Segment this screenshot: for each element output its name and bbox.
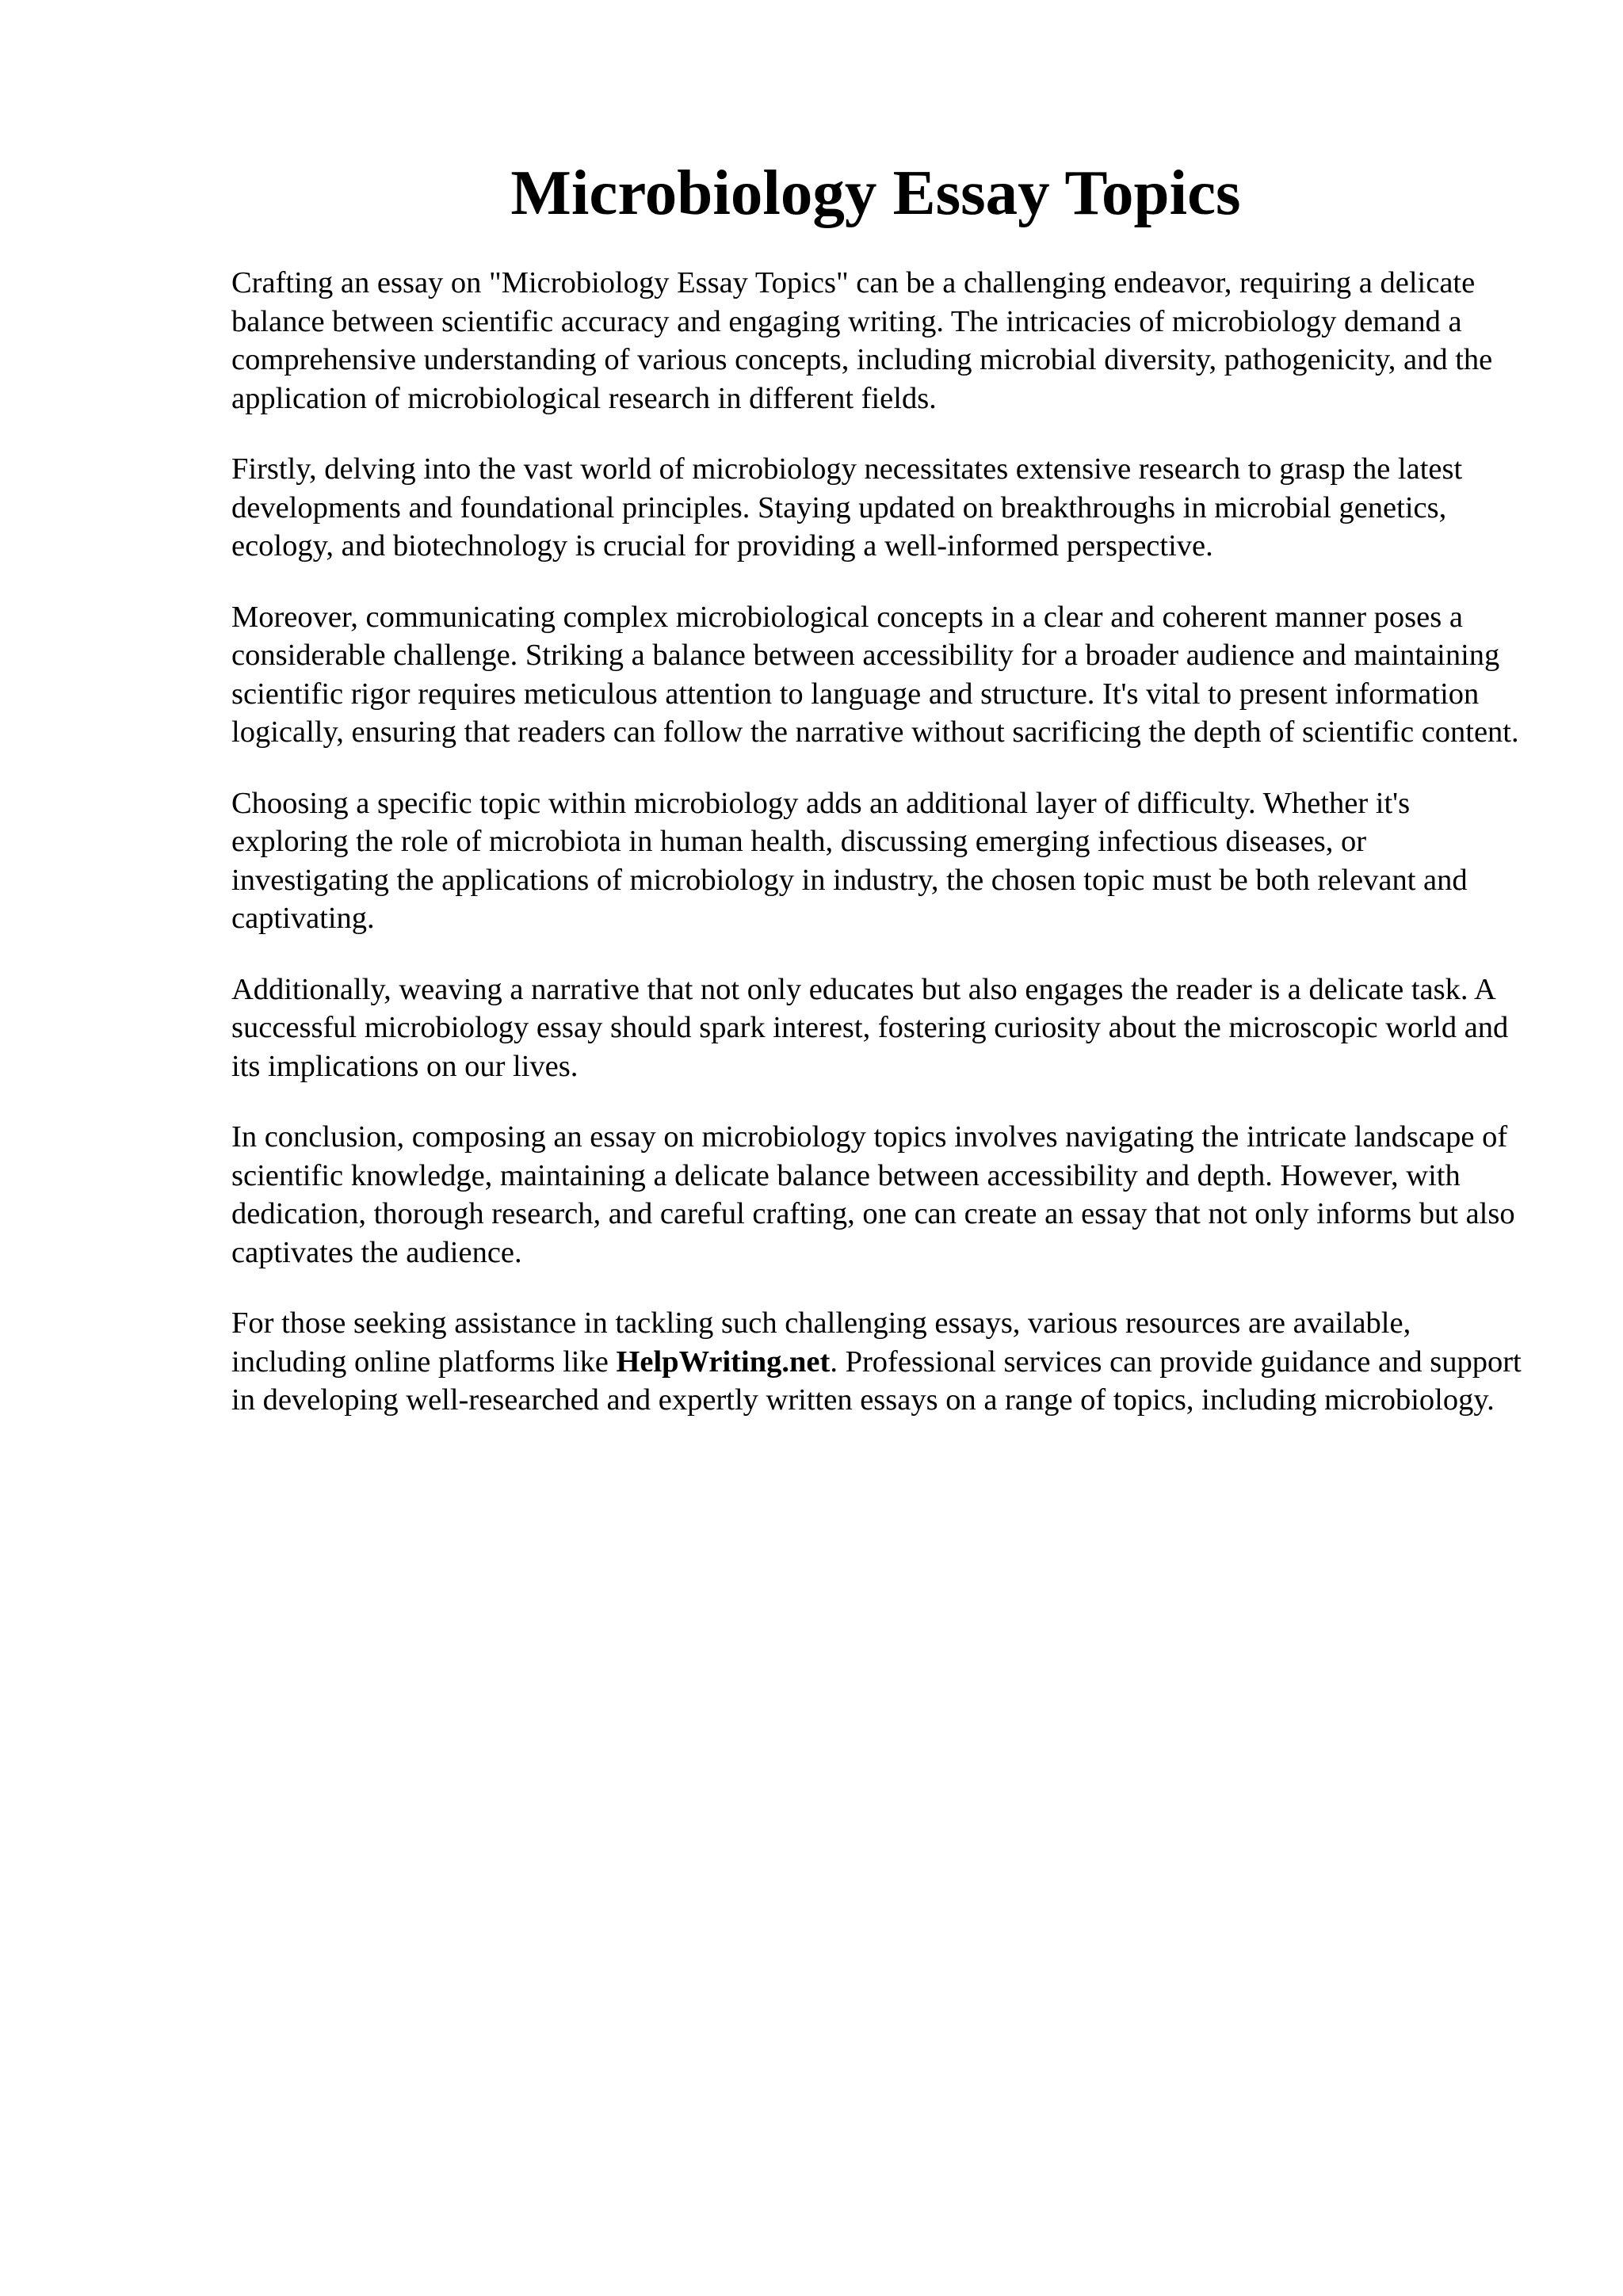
document-title: Microbiology Essay Topics <box>510 157 1241 228</box>
paragraph-conclusion: In conclusion, composing an essay on microbiology topics involves navigating the intricate landscape of scientific knowledge, maintaining a delicate balance between accessibility and depth. However, with dedication, thorough research, and careful crafting, one can create an essay that not only informs but also captivates the audience. <box>231 1120 1515 1269</box>
closing-text-before: For those seeking assistance in tackling such challenging essays, various resources are available, including online platforms like <box>231 1306 1411 1379</box>
paragraph-topic-choice: Choosing a specific topic within microbiology adds an additional layer of difficulty. Whether it's exploring the role of microbiota in human health, discussing emerging infectious diseases, or investigating the applications of microbiology in industry, the chosen topic must be both relevant and captivating. <box>231 786 1468 935</box>
paragraph-research: Firstly, delving into the vast world of microbiology necessitates extensive research to grasp the latest developments and foundational principles. Staying updated on breakthroughs in microbial genetics, ecology, and biotechnology is crucial for providing a well-informed perspective. <box>231 452 1463 563</box>
paragraph-narrative: Additionally, weaving a narrative that not only educates but also engages the reader is a delicate task. A successful microbiology essay should spark interest, fostering curiosity about the microscopic world and its implications on our lives. <box>231 972 1509 1083</box>
paragraph-communication: Moreover, communicating complex microbiological concepts in a clear and coherent manner poses a considerable challenge. Striking a balance between accessibility for a broader audience and maintaining scientific rigor requires meticulous attention to language and structure. It's vital to present information logically, ensuring that readers can follow the narrative without sacrificing the depth of scientific content. <box>231 600 1519 749</box>
helpwriting-link[interactable]: HelpWriting.net <box>616 1344 831 1379</box>
paragraph-closing <box>231 1304 1531 1420</box>
paragraph-intro: Crafting an essay on "Microbiology Essay Topics" can be a challenging endeavor, requiring a delicate balance between scientific accuracy and engaging writing. The intricacies of microbiology demand a comprehensive understanding of various concepts, including microbial diversity, pathogenicity, and the application of microbiological research in different fields. <box>231 266 1493 415</box>
closing-text-after: . Professional services can provide guidance and support in developing well-researched and expertly written essays on a range of topics, including microbiology. <box>231 1344 1522 1417</box>
document-body <box>231 264 1531 1452</box>
